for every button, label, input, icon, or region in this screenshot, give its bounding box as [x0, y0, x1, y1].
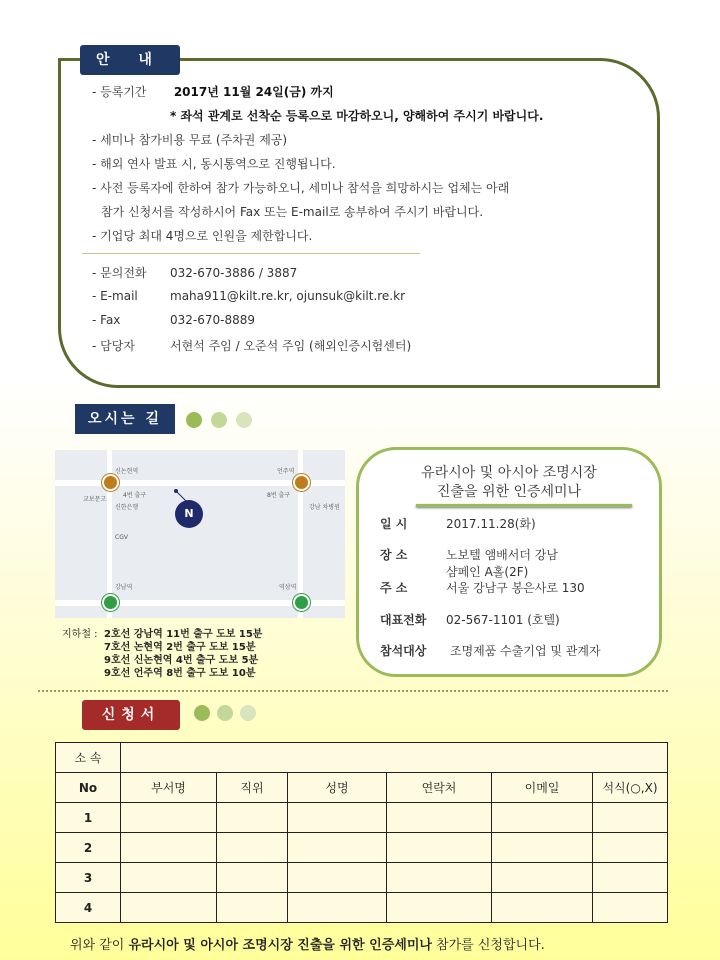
decor-dot-icon	[236, 412, 252, 428]
table-cell[interactable]	[492, 893, 593, 923]
contact-person: - 담당자 서현석 주임 / 오준석 주임 (해외인증시험센터)	[92, 339, 412, 353]
subway-station-icon	[293, 474, 310, 491]
decor-dot-icon	[194, 705, 210, 721]
notice-item: 참가 신청서를 작성하시어 Fax 또는 E-mail로 송부하여 주시기 바랍니다.	[101, 205, 484, 219]
table-cell[interactable]	[217, 863, 288, 893]
map-label: 4번 출구	[123, 492, 147, 499]
table-row: 2	[56, 833, 668, 863]
table-cell[interactable]	[121, 893, 217, 923]
event-title-underline	[416, 504, 632, 507]
table-cell[interactable]	[492, 863, 593, 893]
decor-dot-icon	[186, 412, 202, 428]
map-label: 신논현역	[115, 468, 139, 475]
table-header: 석식(○,X)	[593, 773, 668, 803]
affiliation-input[interactable]	[121, 743, 668, 773]
event-title-line1: 유라시아 및 아시아 조명시장	[421, 465, 597, 481]
contact-email: - E-mail maha911@kilt.re.kr, ojunsuk@kilt.re.kr	[92, 289, 406, 303]
subway-line: 9호선 언주역 8번 출구 도보 10분	[104, 668, 256, 679]
table-cell[interactable]	[217, 803, 288, 833]
event-title-line2: 진출을 위한 인증세미나	[436, 484, 582, 500]
subway-line: 9호선 신논현역 4번 출구 도보 5분	[104, 655, 259, 666]
contact-phone: - 문의전화 032-670-3886 / 3887	[92, 266, 298, 280]
contact-fax: - Fax 032-670-8889	[92, 313, 256, 327]
notice-item: - 해외 연사 발표 시, 동시통역으로 진행됩니다.	[92, 157, 336, 171]
decor-dot-icon	[217, 705, 233, 721]
table-cell[interactable]	[387, 803, 492, 833]
notice-tag: 안 내	[80, 45, 180, 75]
event-place: 장 소 노보텔 앰배서더 강남	[380, 548, 558, 562]
directions-tag: 오시는 길	[75, 404, 175, 434]
table-header: 부서명	[121, 773, 217, 803]
location-map	[55, 450, 345, 618]
map-label: 교보문고	[83, 496, 107, 503]
map-label: CGV	[115, 534, 128, 541]
map-label: 강남역	[115, 584, 133, 591]
table-row: 4	[56, 893, 668, 923]
table-cell[interactable]	[593, 863, 668, 893]
registration-period	[92, 83, 334, 100]
notice-divider	[82, 253, 420, 254]
table-cell[interactable]	[492, 833, 593, 863]
event-place-hall: 샴페인 A홀(2F)	[446, 565, 529, 579]
table-header: No	[56, 773, 121, 803]
map-label: 신한은행	[115, 504, 139, 511]
event-phone: 대표전화 02-567-1101 (호텔)	[380, 613, 560, 627]
subway-station-icon	[102, 474, 119, 491]
table-cell[interactable]	[217, 893, 288, 923]
table-cell[interactable]	[288, 803, 387, 833]
event-address: 주 소 서울 강남구 봉은사로 130	[380, 581, 585, 595]
map-label: 언주역	[277, 468, 295, 475]
notice-item: - 세미나 참가비용 무료 (주차권 제공)	[92, 133, 288, 147]
table-row: 1	[56, 803, 668, 833]
event-date: 일 시 2017.11.28(화)	[380, 517, 536, 531]
table-header: 연락처	[387, 773, 492, 803]
subway-line: 2호선 강남역 11번 출구 도보 15분	[104, 629, 263, 640]
notice-item: - 사전 등록자에 한하여 참가 가능하오니, 세미나 참석을 희망하시는 업체는 아래	[92, 181, 510, 195]
map-label: 역삼역	[279, 584, 297, 591]
table-cell[interactable]	[288, 833, 387, 863]
registration-label: - 등록기간	[92, 85, 147, 99]
subway-station-icon	[102, 594, 119, 611]
table-header: 직위	[217, 773, 288, 803]
affiliation-label: 소 속	[56, 743, 121, 773]
table-row: 3	[56, 863, 668, 893]
registration-note: * 좌석 관계로 선착순 등록으로 마감하오니, 양해하여 주시기 바랍니다.	[170, 109, 544, 123]
table-cell[interactable]	[121, 863, 217, 893]
table-cell[interactable]	[288, 863, 387, 893]
table-cell[interactable]	[387, 833, 492, 863]
decor-dot-icon	[240, 705, 256, 721]
affiliation-row	[56, 743, 668, 773]
decor-dot-icon	[211, 412, 227, 428]
subway-station-icon	[293, 594, 310, 611]
table-header: 이메일	[492, 773, 593, 803]
registration-value: 2017년 11월 24일(금) 까지	[173, 85, 334, 99]
event-target: 참석대상 조명제품 수출기업 및 관계자	[380, 644, 601, 658]
table-cell[interactable]	[288, 893, 387, 923]
subway-label: 지하철 :	[62, 629, 98, 640]
application-table	[55, 742, 668, 923]
table-header: 성명	[288, 773, 387, 803]
subway-info	[62, 628, 262, 680]
notice-item: - 기업당 최대 4명으로 인원을 제한합니다.	[92, 229, 313, 243]
table-cell[interactable]	[593, 893, 668, 923]
table-cell[interactable]	[121, 803, 217, 833]
application-tag: 신청서	[82, 700, 180, 730]
table-cell[interactable]	[593, 803, 668, 833]
table-cell[interactable]	[387, 893, 492, 923]
map-label: 8번 출구	[267, 492, 291, 499]
section-divider	[38, 690, 668, 692]
table-cell[interactable]	[217, 833, 288, 863]
table-cell[interactable]	[387, 863, 492, 893]
table-cell[interactable]	[593, 833, 668, 863]
subway-line: 7호선 논현역 2번 출구 도보 15분	[104, 642, 256, 653]
novotel-logo: N	[175, 500, 203, 528]
map-label: 강남 차병원	[309, 504, 340, 511]
table-cell[interactable]	[121, 833, 217, 863]
table-cell[interactable]	[492, 803, 593, 833]
table-header-row	[56, 773, 668, 803]
application-footer: 위와 같이 유라시아 및 아시아 조명시장 진출을 위한 인증세미나 참가를 신청합니다.	[70, 938, 545, 953]
